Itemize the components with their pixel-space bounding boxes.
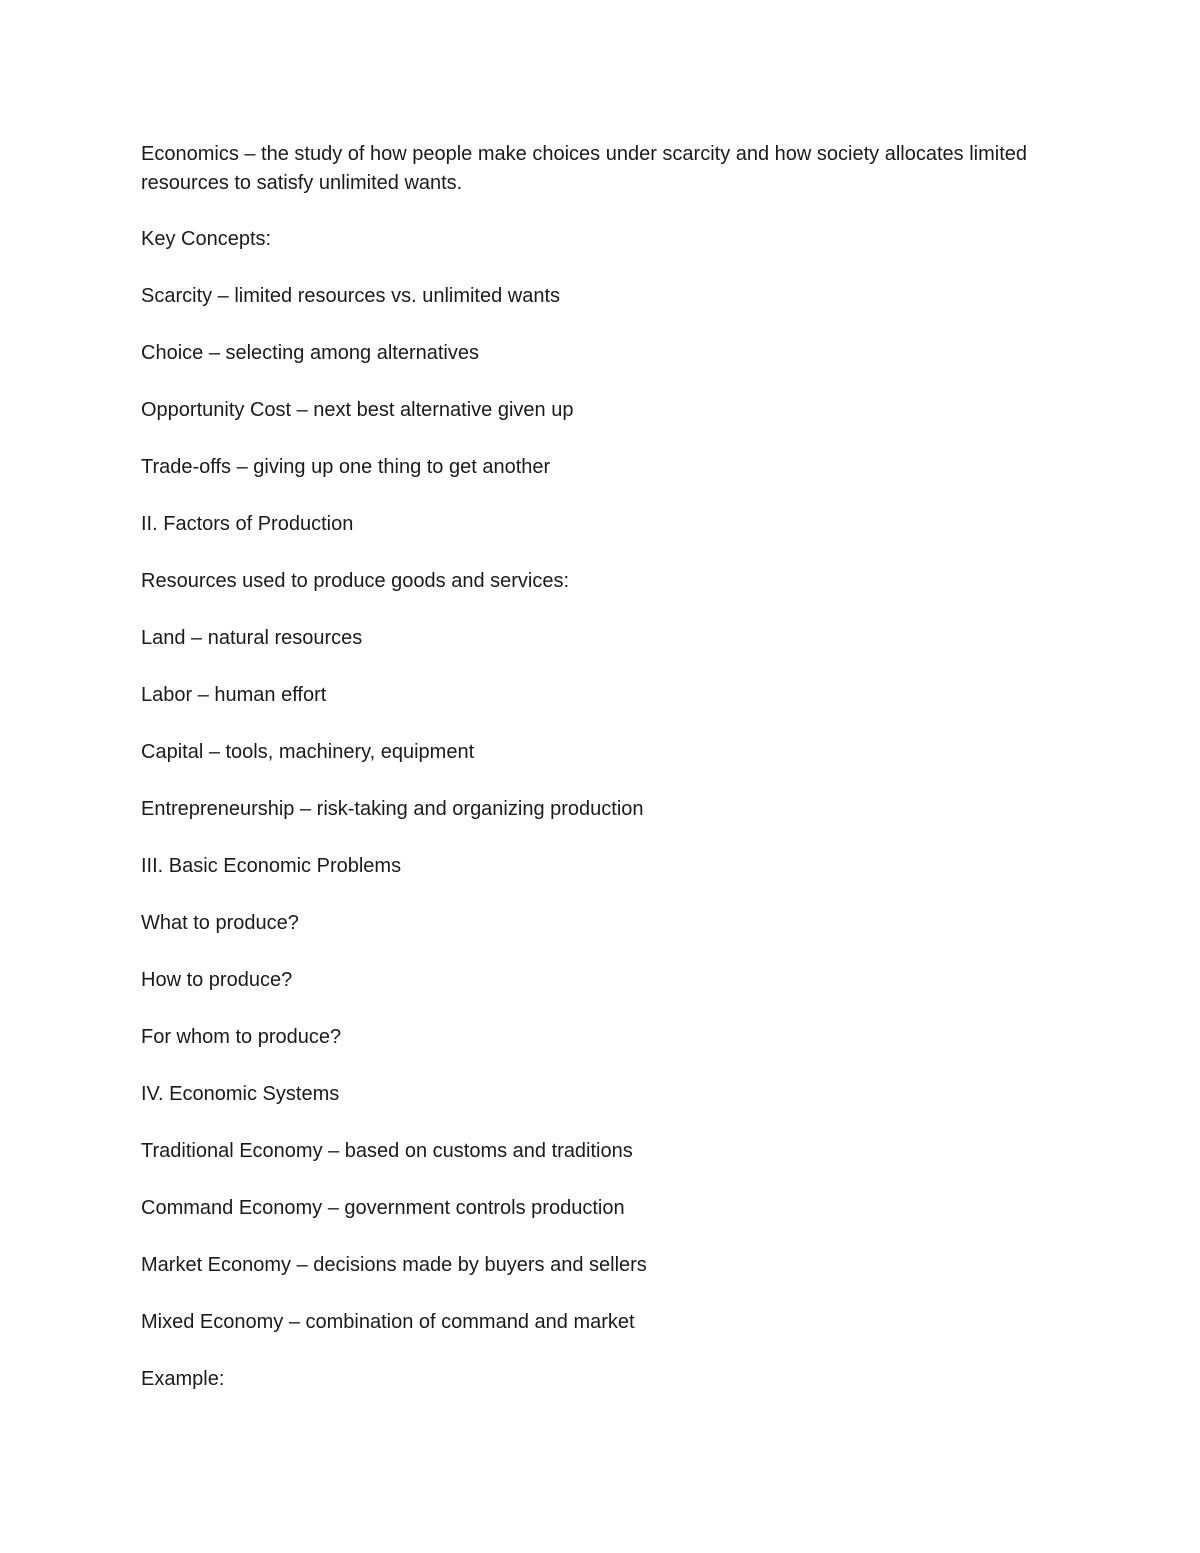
list-item-capital: Capital – tools, machinery, equipment xyxy=(141,741,475,763)
list-item-market: Market Economy – decisions made by buyers and sellers xyxy=(141,1254,647,1276)
document-body xyxy=(141,140,1061,1422)
section-heading-factors: II. Factors of Production xyxy=(141,513,354,535)
list-item-for-whom: For whom to produce? xyxy=(141,1026,342,1048)
list-item-how: How to produce? xyxy=(141,969,293,991)
list-item-choice: Choice – selecting among alternatives xyxy=(141,342,479,364)
list-item-command: Command Economy – government controls production xyxy=(141,1197,625,1219)
list-item-scarcity: Scarcity – limited resources vs. unlimited wants xyxy=(141,285,561,307)
list-item-traditional: Traditional Economy – based on customs and traditions xyxy=(141,1140,633,1162)
list-item-mixed: Mixed Economy – combination of command and market xyxy=(141,1311,635,1333)
example-label: Example: xyxy=(141,1368,225,1390)
list-item-what: What to produce? xyxy=(141,912,299,934)
definition-paragraph: Economics – the study of how people make choices under scarcity and how society allocates limited resources to satisfy unlimited wants. xyxy=(141,143,1028,194)
list-item-entrepreneurship: Entrepreneurship – risk-taking and organizing production xyxy=(141,798,644,820)
list-item-land: Land – natural resources xyxy=(141,627,363,649)
section-heading-economic-systems: IV. Economic Systems xyxy=(141,1083,340,1105)
key-concepts-heading: Key Concepts: xyxy=(141,228,272,250)
list-item-trade-offs: Trade-offs – giving up one thing to get another xyxy=(141,456,551,478)
section-heading-basic-problems: III. Basic Economic Problems xyxy=(141,855,402,877)
factors-intro: Resources used to produce goods and services: xyxy=(141,570,570,592)
list-item-opportunity-cost: Opportunity Cost – next best alternative given up xyxy=(141,399,574,421)
list-item-labor: Labor – human effort xyxy=(141,684,327,706)
